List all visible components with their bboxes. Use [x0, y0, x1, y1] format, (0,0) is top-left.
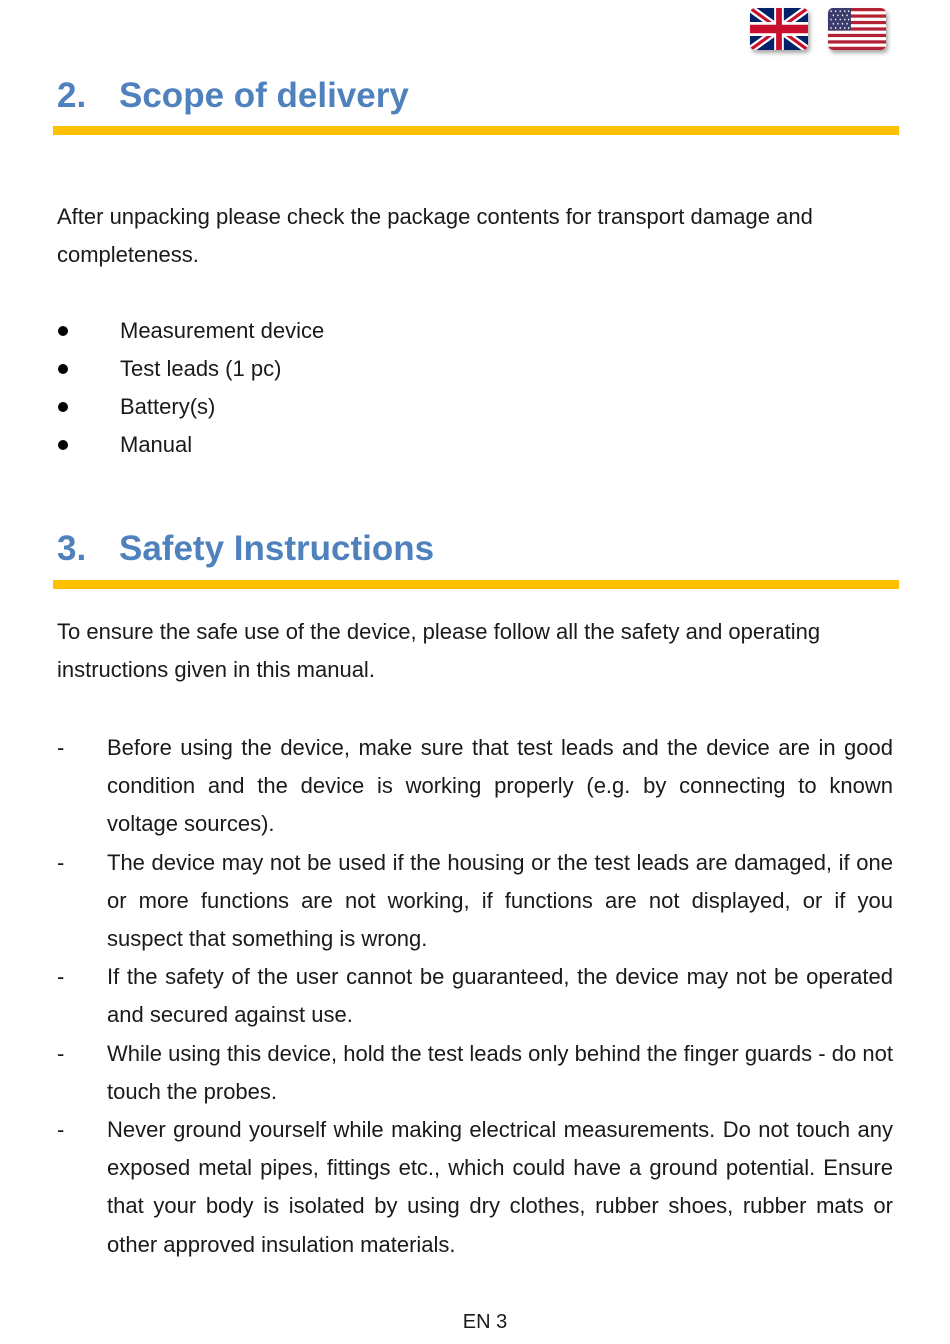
dash-marker: -	[57, 1117, 65, 1143]
section-divider	[53, 126, 899, 135]
dash-marker: -	[57, 964, 65, 990]
list-item	[57, 350, 324, 388]
safety-instructions-list	[57, 729, 893, 1264]
list-item-text: Test leads (1 pc)	[120, 356, 282, 381]
list-item	[57, 312, 324, 350]
section-number: 3.	[57, 529, 87, 568]
list-item-text: If the safety of the user cannot be guaranteed, the device may not be operated and secured against use.	[107, 964, 893, 1028]
bullet-marker	[58, 402, 68, 412]
list-item	[57, 1035, 893, 1111]
uk-flag-icon[interactable]	[750, 8, 808, 50]
section-heading-safety	[57, 531, 434, 566]
list-item-text: Never ground yourself while making electrical measurements. Do not touch any exposed metal pipes, fittings etc., which could have a ground potential. Ensure that your body is isolated by using dry clothes, rubber shoes, rubber mats or other approved insulation materials.	[107, 1117, 893, 1257]
bullet-marker	[58, 364, 68, 374]
list-item	[57, 958, 893, 1034]
list-item	[57, 426, 324, 464]
list-item	[57, 388, 324, 426]
section-title: Scope of delivery	[119, 76, 409, 115]
safety-intro-paragraph: To ensure the safe use of the device, please follow all the safety and operating instructions given in this manual.	[57, 619, 821, 682]
list-item	[57, 729, 893, 844]
list-item-text: Measurement device	[120, 318, 325, 343]
list-item-text: The device may not be used if the housing or the test leads are damaged, if one or more functions are not working, if functions are not displayed, or if you suspect that something is wrong.	[107, 849, 893, 952]
dash-marker: -	[57, 1040, 65, 1066]
list-item-text: While using this device, hold the test leads only behind the finger guards - do not touch the probes.	[107, 1040, 893, 1104]
scope-intro-paragraph: After unpacking please check the package contents for transport damage and completeness.	[57, 204, 813, 267]
bullet-marker	[58, 440, 68, 450]
list-item-text: Manual	[120, 432, 193, 457]
section-number: 2.	[57, 76, 87, 115]
dash-marker: -	[57, 735, 65, 760]
list-item-text: Before using the device, make sure that test leads and the device are in good condition and the device is working properly (e.g. by connecting to known voltage sources).	[107, 735, 893, 837]
us-flag-icon[interactable]	[828, 8, 886, 50]
dash-marker: -	[57, 849, 65, 875]
page-number: EN 3	[462, 1311, 508, 1333]
list-item	[57, 844, 893, 959]
section-title: Safety Instructions	[119, 529, 435, 568]
delivery-list	[57, 312, 324, 464]
bullet-marker	[58, 326, 68, 336]
language-flags	[750, 8, 890, 52]
section-divider	[53, 580, 899, 589]
section-heading-scope	[57, 78, 409, 113]
list-item-text: Battery(s)	[120, 394, 216, 419]
list-item	[57, 1111, 893, 1264]
